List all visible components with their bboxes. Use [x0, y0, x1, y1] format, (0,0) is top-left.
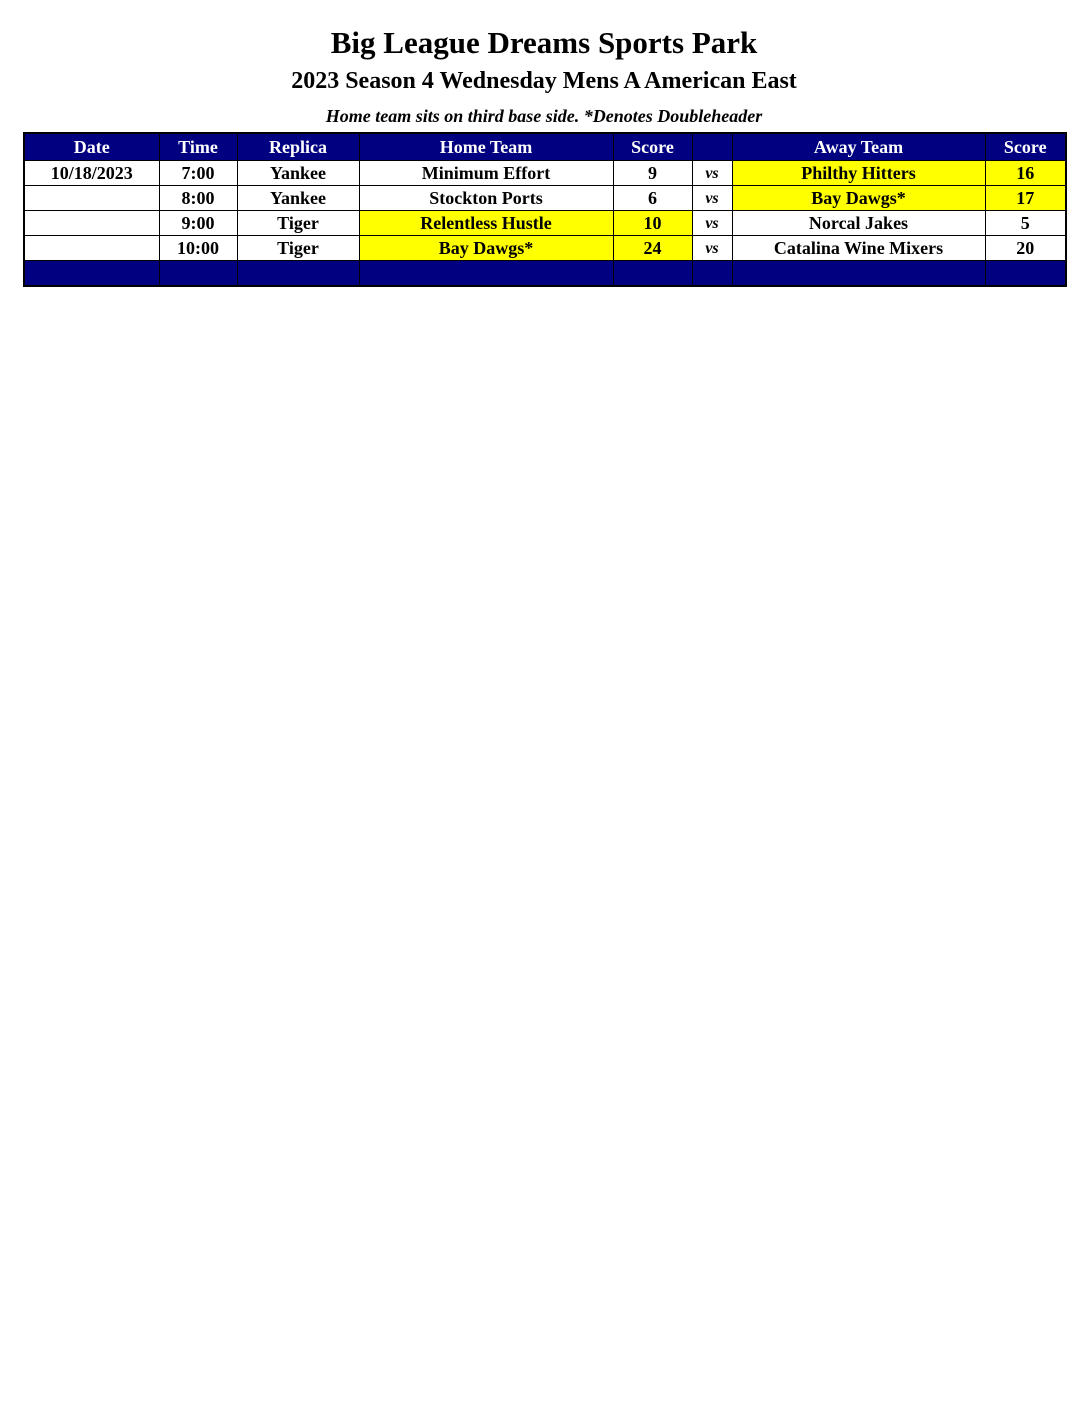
cell-away-team: Bay Dawgs*	[732, 186, 985, 211]
cell-time: 8:00	[159, 186, 237, 211]
table-row	[24, 211, 1066, 236]
footer-cell	[24, 261, 159, 287]
col-header-date: Date	[24, 133, 159, 161]
cell-away-score: 16	[985, 161, 1066, 186]
cell-away-team: Norcal Jakes	[732, 211, 985, 236]
cell-date: 10/18/2023	[24, 161, 159, 186]
page-title: Big League Dreams Sports Park	[330, 25, 758, 60]
cell-away-team: Philthy Hitters	[732, 161, 985, 186]
cell-home-score: 6	[613, 186, 692, 211]
cell-time: 10:00	[159, 236, 237, 261]
schedule-note: Home team sits on third base side. *Denotes Doubleheader	[325, 106, 763, 126]
col-header-replica: Replica	[237, 133, 359, 161]
footer-cell	[237, 261, 359, 287]
league-subtitle: 2023 Season 4 Wednesday Mens A American East	[291, 68, 797, 94]
schedule-table	[23, 132, 1067, 287]
cell-home-team: Bay Dawgs*	[359, 236, 613, 261]
cell-home-score: 9	[613, 161, 692, 186]
cell-date	[24, 186, 159, 211]
cell-date	[24, 236, 159, 261]
footer-cell	[613, 261, 692, 287]
col-header-home-team: Home Team	[359, 133, 613, 161]
col-header-time: Time	[159, 133, 237, 161]
cell-home-score: 10	[613, 211, 692, 236]
col-header-away-team: Away Team	[732, 133, 985, 161]
footer-cell	[985, 261, 1066, 287]
cell-home-team: Minimum Effort	[359, 161, 613, 186]
cell-away-score: 20	[985, 236, 1066, 261]
cell-home-team: Stockton Ports	[359, 186, 613, 211]
cell-away-score: 5	[985, 211, 1066, 236]
cell-time: 7:00	[159, 161, 237, 186]
table-header-row	[24, 133, 1066, 161]
cell-replica: Yankee	[237, 161, 359, 186]
table-row	[24, 161, 1066, 186]
cell-time: 9:00	[159, 211, 237, 236]
cell-replica: Tiger	[237, 236, 359, 261]
table-row	[24, 236, 1066, 261]
cell-vs: vs	[692, 161, 732, 186]
footer-cell	[359, 261, 613, 287]
cell-replica: Yankee	[237, 186, 359, 211]
cell-vs: vs	[692, 236, 732, 261]
footer-cell	[159, 261, 237, 287]
cell-replica: Tiger	[237, 211, 359, 236]
cell-date	[24, 211, 159, 236]
cell-away-score: 17	[985, 186, 1066, 211]
col-header-vs	[692, 133, 732, 161]
col-header-away-score: Score	[985, 133, 1066, 161]
footer-cell	[692, 261, 732, 287]
table-row	[24, 186, 1066, 211]
cell-vs: vs	[692, 211, 732, 236]
cell-away-team: Catalina Wine Mixers	[732, 236, 985, 261]
cell-vs: vs	[692, 186, 732, 211]
cell-home-team: Relentless Hustle	[359, 211, 613, 236]
col-header-home-score: Score	[613, 133, 692, 161]
footer-cell	[732, 261, 985, 287]
table-footer-row	[24, 261, 1066, 287]
cell-home-score: 24	[613, 236, 692, 261]
